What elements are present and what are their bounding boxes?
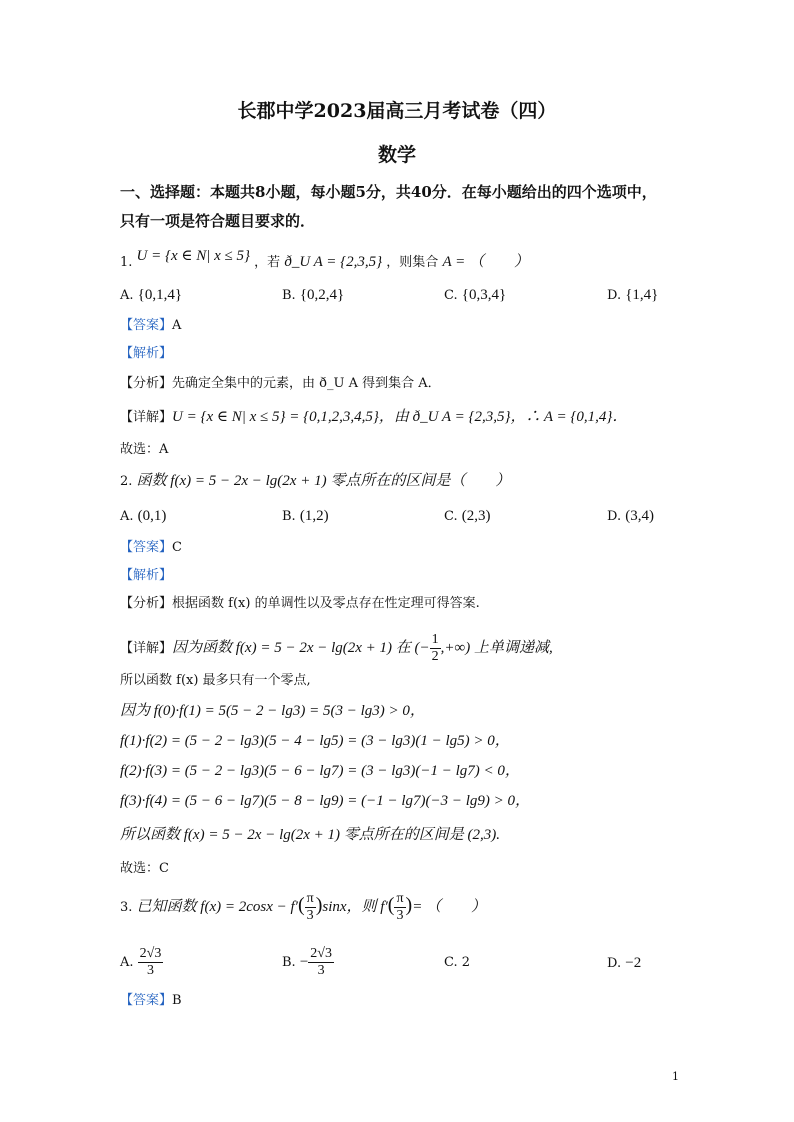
subject-title: 数学 bbox=[377, 144, 416, 166]
q2-detail: 【详解】因为函数 f(x) = 5 − 2x − lg(2x + 1) 在 (− $\frac{1}{2}$ ,+∞) 上单调递减, bbox=[120, 632, 553, 664]
q2-option-b: B. (1,2) bbox=[282, 508, 329, 524]
q1-stem-math2: ð_U A = {2,3,5} bbox=[284, 254, 383, 270]
q3-pi-over-3-b: $\frac{\pi}{3}$ bbox=[396, 891, 404, 923]
q2-line3: f(1)·f(2) = (5 − 2 − lg3)(5 − 4 − lg5) = (3 − lg3)(1 − lg5) > 0， bbox=[120, 733, 510, 749]
section-heading-line2: 只有一项是符合题目要求的． bbox=[120, 212, 316, 230]
q1-option-a: A. {0,1,4} bbox=[120, 287, 183, 303]
q1-stem bbox=[120, 248, 529, 272]
q3-pi-over-3-a: $\frac{\pi}{3}$ bbox=[306, 891, 314, 923]
q3-option-c: C. 2 bbox=[444, 955, 471, 970]
q1-fenxi: 【分析】先确定全集中的元素，由 ð_U A 得到集合 A． bbox=[120, 376, 441, 391]
q2-line1: 所以函数 f(x) 最多只有一个零点, bbox=[120, 673, 311, 688]
q2-answer: 【答案】C bbox=[120, 540, 182, 555]
section-heading-line1: 一、选择题：本题共8小题，每小题5分，共40分．在每小题给出的四个选项中， bbox=[120, 183, 657, 201]
q2-line4: f(2)·f(3) = (5 − 2 − lg3)(5 − 6 − lg7) = (3 − lg3)(−1 − lg7) < 0， bbox=[120, 763, 520, 779]
page-number: 1 bbox=[672, 1070, 679, 1083]
q3-option-a: A. $\frac{2√3}{3}$ bbox=[120, 946, 162, 978]
q2-option-d: D. (3,4) bbox=[607, 508, 654, 524]
q1-option-c: C. {0,3,4} bbox=[444, 287, 507, 303]
q2-conclusion: 故选：C bbox=[120, 861, 169, 876]
q3-answer: 【答案】B bbox=[120, 993, 182, 1008]
q1-answer: 【答案】A bbox=[120, 318, 182, 333]
q1-conclusion: 故选：A bbox=[120, 442, 169, 457]
q2-line2: 因为 f(0)·f(1) = 5(5 − 2 − lg3) = 5(3 − lg3) > 0， bbox=[120, 703, 425, 719]
q1-stem-math3: A = （ ） bbox=[442, 254, 529, 270]
document-title: 长郡中学2023届高三月考试卷（四） bbox=[237, 100, 557, 122]
q1-stem-math1: U = {x ∈ N| x ≤ 5} bbox=[136, 248, 251, 264]
q2-line6: 所以函数 f(x) = 5 − 2x − lg(2x + 1) 零点所在的区间是 (2,3). bbox=[120, 827, 501, 843]
q1-stem-text2: ，则集合 bbox=[386, 255, 439, 270]
q3-stem: 3. 已知函数 f(x) = 2cosx − f′( $\frac{\pi}{3}$ )sinx，则 f′( $\frac{\pi}{3}$ )= （ ） bbox=[120, 891, 487, 923]
q1-stem-text1: ，若 bbox=[254, 255, 281, 270]
q2-stem: 2. 函数 f(x) = 5 − 2x − lg(2x + 1) 零点所在的区间是（ ） bbox=[120, 473, 511, 489]
q3-option-d: D. −2 bbox=[607, 955, 642, 971]
q1-detail: 【详解】U = {x ∈ N| x ≤ 5} = {0,1,2,3,4,5}，由 ð_U A = {2,3,5}，∴ A = {0,1,4}． bbox=[120, 409, 628, 425]
q2-option-a: A. (0,1) bbox=[120, 508, 167, 524]
q2-option-c: C. (2,3) bbox=[444, 508, 491, 524]
q1-number: 1. bbox=[120, 255, 133, 270]
q1-option-d: D. {1,4} bbox=[607, 287, 659, 303]
q2-analysis-tag: 【解析】 bbox=[120, 568, 173, 583]
q1-option-b: B. {0,2,4} bbox=[282, 287, 345, 303]
q2-line5: f(3)·f(4) = (5 − 6 − lg7)(5 − 8 − lg9) = (−1 − lg7)(−3 − lg9) > 0， bbox=[120, 793, 531, 809]
q3-option-b: B. − $\frac{2√3}{3}$ bbox=[282, 946, 332, 978]
q2-detail-fraction: $\frac{1}{2}$ bbox=[431, 632, 439, 664]
q2-fenxi: 【分析】根据函数 f(x) 的单调性以及零点存在性定理可得答案. bbox=[120, 596, 480, 611]
q1-analysis-tag: 【解析】 bbox=[120, 346, 173, 361]
